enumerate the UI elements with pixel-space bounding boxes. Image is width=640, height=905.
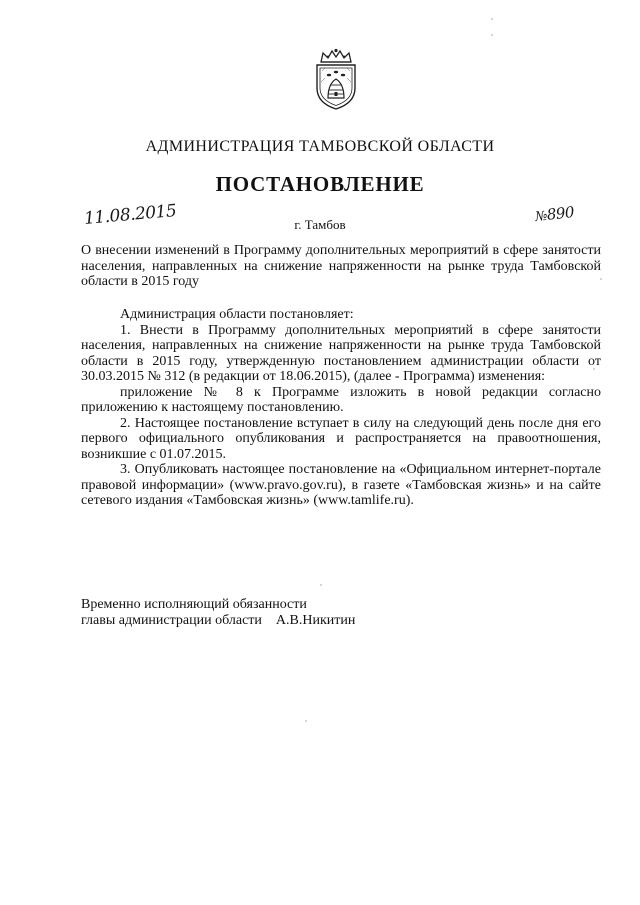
body-paragraph: 2. Настоящее постановление вступает в силу на следующий день после дня его первого официального опубликования и распространяется на правоотношения, возникшие с 01.07.2015. bbox=[81, 415, 601, 462]
number-value: 890 bbox=[545, 203, 575, 224]
body-paragraph: Администрация области постановляет: bbox=[120, 307, 354, 322]
handwritten-date: 11.08.2015 bbox=[83, 201, 178, 229]
signature-position-line2 bbox=[81, 613, 481, 629]
signature-position-text: главы администрации области bbox=[81, 613, 262, 628]
document-type-title: ПОСТАНОВЛЕНИЕ bbox=[215, 172, 425, 196]
scan-speck bbox=[593, 368, 595, 370]
organization-title: АДМИНИСТРАЦИЯ ТАМБОВСКОЙ ОБЛАСТИ bbox=[145, 138, 495, 155]
document-subject: О внесении изменений в Программу дополнительных мероприятий в сфере занятости населения, направленных на снижение напряженности на рынке труда Тамбовской области в 2015 году bbox=[81, 243, 601, 289]
scan-speck bbox=[305, 720, 307, 722]
body-paragraph: 1. Внести в Программу дополнительных мероприятий в сфере занятости населения, направленных на снижение напряженности на рынке труда Тамбовской области в 2015 году, утвержденную постановлением администрации области от 30.03.2015 № 312 (в редакции от 18.06.2015), (далее - Программа) изменения: bbox=[81, 322, 601, 384]
signature-block bbox=[81, 597, 481, 629]
tambov-coat-of-arms-icon bbox=[311, 48, 361, 112]
signatory-name: А.В.Никитин bbox=[275, 613, 356, 628]
number-prefix: № bbox=[534, 208, 548, 225]
signature-position-line1: Временно исполняющий обязанности bbox=[81, 597, 307, 612]
scan-speck bbox=[320, 584, 322, 586]
body-paragraph: 3. Опубликовать настоящее постановление на «Официальном интернет-портале правовой информации» (www.pravo.gov.ru), в газете «Тамбовская жизнь» и на сайте сетевого издания «Тамбовская жизнь» (www.tamlife.ru). bbox=[81, 462, 601, 508]
scan-speck bbox=[491, 34, 493, 36]
document-body bbox=[81, 307, 601, 509]
scan-speck bbox=[600, 278, 602, 280]
body-paragraph: приложение № 8 к Программе изложить в новой редакции согласно приложению к настоящему постановлению. bbox=[81, 384, 601, 415]
city-label: г. Тамбов bbox=[294, 217, 346, 232]
scan-speck bbox=[491, 18, 493, 20]
